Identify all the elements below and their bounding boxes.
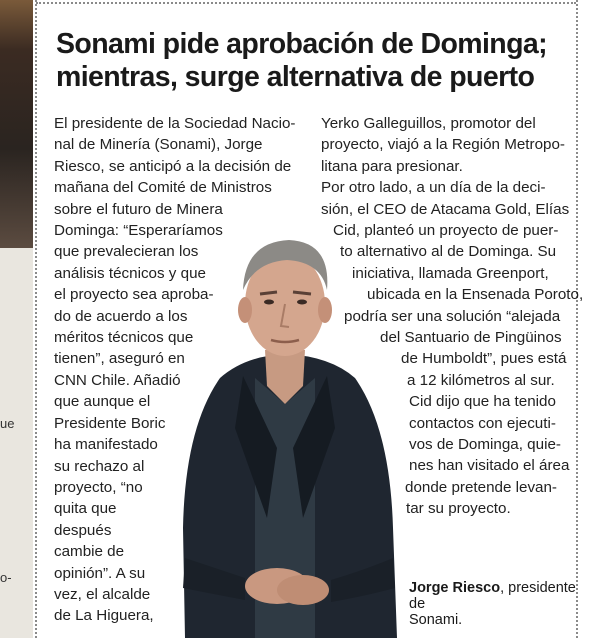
body-line: vez, el alcalde — [54, 585, 151, 603]
body-line: proyecto, viajó a la Región Metropo- — [321, 136, 565, 154]
body-line: su rechazo al — [54, 457, 145, 475]
caption-name: Jorge Riesco — [409, 580, 501, 596]
top-divider — [36, 2, 576, 4]
body-line: quita que — [54, 500, 117, 518]
body-line: tienen”, aseguró en — [54, 350, 185, 368]
body-line: a 12 kilómetros al sur. — [407, 371, 555, 389]
body-line: después — [54, 521, 112, 539]
body-line: podría ser una solución “alejada — [344, 307, 561, 325]
body-line: cambie de — [54, 543, 125, 561]
body-line: sión, el CEO de Atacama Gold, Elías — [321, 200, 570, 218]
adjacent-text-fragment: ue — [0, 416, 15, 431]
body-line: Cid, planteó un proyecto de puer- — [333, 222, 559, 239]
caption-role: , presidente de — [409, 580, 576, 612]
body-line: litana para presionar. — [321, 157, 463, 175]
body-line: Yerko Galleguillos, promotor del — [321, 115, 536, 132]
body-line: ubicada en la Ensenada Poroto, — [367, 286, 584, 304]
body-line: Cid dijo que ha tenido — [409, 393, 556, 411]
column-divider — [576, 0, 578, 638]
body-line: de La Higuera, — [54, 607, 154, 625]
body-line: análisis técnicos y que — [54, 264, 206, 282]
adjacent-text-fragment: o- — [0, 570, 12, 585]
body-line: contactos con ejecuti- — [409, 414, 556, 432]
article-headline — [56, 28, 576, 94]
body-line: que aunque el — [54, 393, 151, 411]
column-divider — [35, 0, 37, 638]
body-line: donde pretende levan- — [405, 478, 557, 496]
body-line: Por otro lado, a un día de la deci- — [321, 179, 546, 197]
body-line: del Santuario de Pingüinos — [380, 329, 562, 346]
adjacent-article-photo — [0, 0, 33, 248]
body-line: iniciativa, llamada Greenport, — [352, 264, 549, 282]
body-line: Riesco, se anticipó a la decisión de — [54, 157, 292, 175]
body-line: que prevalecieran los — [54, 243, 199, 261]
body-line: vos de Dominga, quie- — [409, 436, 561, 453]
body-line: do de acuerdo a los — [54, 307, 188, 325]
body-line: ha manifestado — [54, 436, 158, 454]
body-line: nal de Minería (Sonami), Jorge — [54, 136, 263, 154]
body-line: de Humboldt”, pues está — [401, 350, 567, 368]
body-line: Presidente Boric — [54, 414, 166, 432]
headline-line: Sonami pide aprobación de Dominga; — [56, 28, 548, 60]
body-line: Dominga: “Esperaríamos — [54, 222, 223, 240]
photo-caption — [409, 580, 579, 628]
body-line: tar su proyecto. — [406, 500, 511, 518]
body-line: proyecto, “no — [54, 478, 143, 496]
headline-line: mientras, surge alternativa de puerto — [56, 61, 535, 93]
caption-role: Sonami. — [409, 612, 463, 628]
body-line: CNN Chile. Añadió — [54, 371, 181, 389]
body-line: mañana del Comité de Ministros — [54, 179, 272, 197]
body-line: opinión”. A su — [54, 564, 146, 582]
body-line: sobre el futuro de Minera — [54, 200, 223, 218]
body-line: to alternativo al de Dominga. Su — [340, 243, 557, 261]
body-line: el proyecto sea aproba- — [54, 286, 214, 304]
body-line: nes han visitado el área — [409, 457, 570, 475]
body-line: El presidente de la Sociedad Nacio- — [54, 115, 296, 132]
body-line: méritos técnicos que — [54, 329, 194, 347]
